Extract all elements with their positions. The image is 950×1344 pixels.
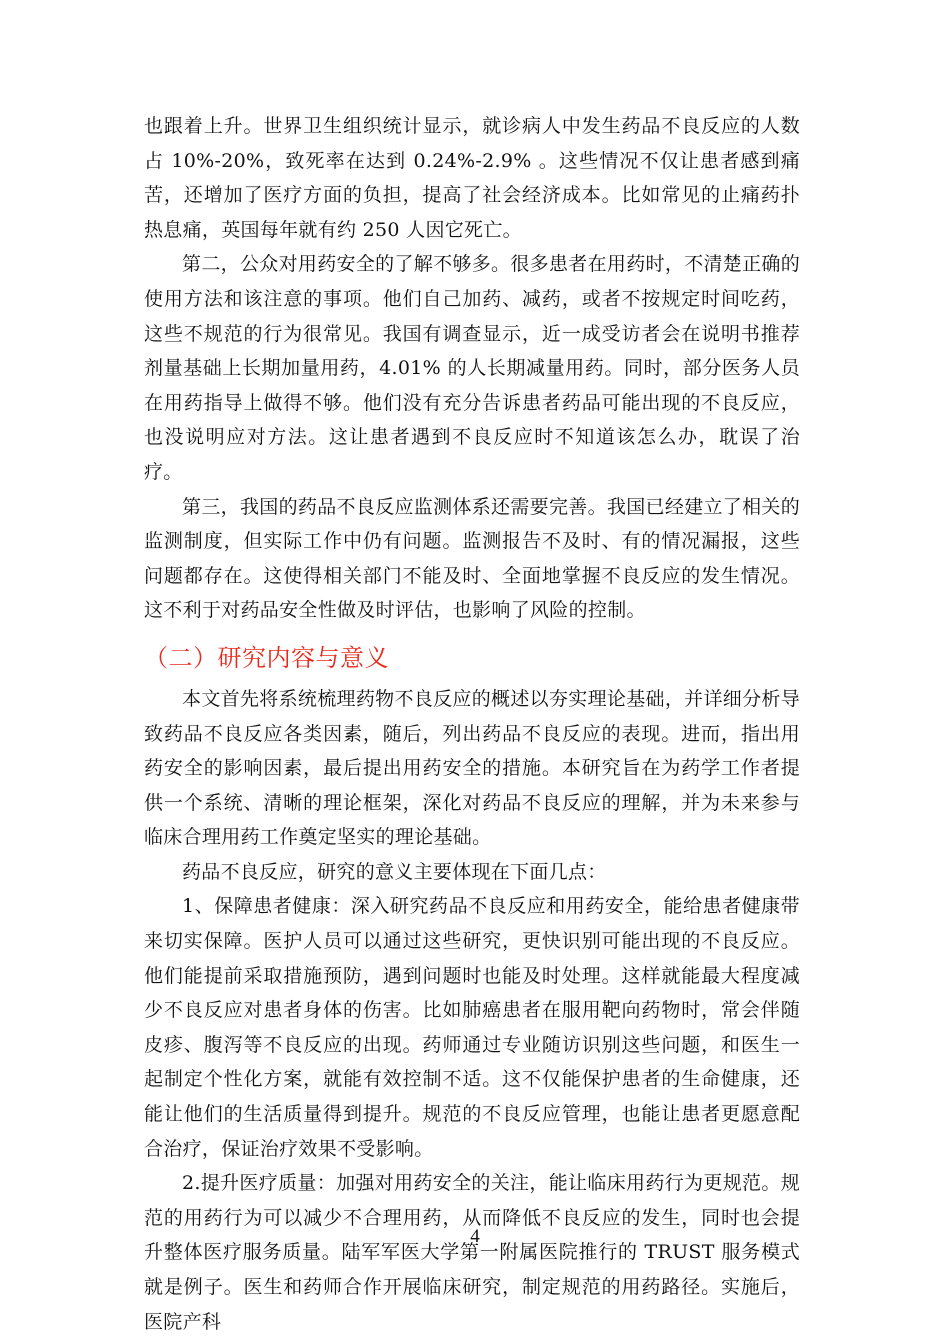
document-body [144,109,800,1339]
paragraph-research-content: 本文首先将系统梳理药物不良反应的概述以夯实理论基础，并详细分析导致药品不良反应各类因素，随后，列出药品不良反应的表现。进而，指出用药安全的影响因素，最后提出用药安全的措施。本研究旨在为药学工作者提供一个系统、清晰的理论框架，深化对药品不良反应的理解，并为未来参与临床合理用药工作奠定坚实的理论基础。 [144,687,800,849]
paragraph-continuation: 也跟着上升。世界卫生组织统计显示，就诊病人中发生药品不良反应的人数占 10%-20%，致死率在达到 0.24%-2.9% 。这些情况不仅让患者感到痛苦，还增加了医疗方面的负担，提高了社会经济成本。比如常见的止痛药扑热息痛，英国每年就有约 250 人因它死亡。 [144,115,800,241]
paragraph-medical-quality: 2.提升医疗质量：加强对用药安全的关注，能让临床用药行为更规范。规范的用药行为可以减少不合理用药，从而降低不良反应的发生，同时也会提升整体医疗服务质量。陆军军医大学第一附属医院推行的 TRUST 服务模式就是例子。医生和药师合作开展临床研究，制定规范的用药路径。实施后，医院产科 [144,1172,800,1333]
paragraph-significance-intro: 药品不良反应，研究的意义主要体现在下面几点： [182,860,607,883]
paragraph-second-point: 第二，公众对用药安全的了解不够多。很多患者在用药时，不清楚正确的使用方法和该注意的事项。他们自己加药、减药，或者不按规定时间吃药，这些不规范的行为很常见。我国有调查显示，近一成受访者会在说明书推荐剂量基础上长期加量用药，4.01% 的人长期减量用药。同时，部分医务人员在用药指导上做得不够。他们没有充分告诉患者药品可能出现的不良反应，也没说明应对方法。这让患者遇到不良反应时不知道该怎么办，耽误了治疗。 [144,253,800,483]
page-number: 4 [470,1226,480,1247]
paragraph-patient-health: 1、保障患者健康：深入研究药品不良反应和用药安全，能给患者健康带来切实保障。医护人员可以通过这些研究，更快识别可能出现的不良反应。他们能提前采取措施预防，遇到问题时也能及时处理。这样就能最大程度减少不良反应对患者身体的伤害。比如肺癌患者在服用靶向药物时，常会伴随皮疹、腹泻等不良反应的出现。药师通过专业随访识别这些问题，和医生一起制定个性化方案，就能有效控制不适。这不仅能保护患者的生命健康，还能让他们的生活质量得到提升。规范的不良反应管理，也能让患者更愿意配合治疗，保证治疗效果不受影响。 [144,895,800,1160]
paragraph-third-point: 第三，我国的药品不良反应监测体系还需要完善。我国已经建立了相关的监测制度，但实际工作中仍有问题。监测报告不及时、有的情况漏报，这些问题都存在。这使得相关部门不能及时、全面地掌握不良反应的发生情况。这不利于对药品安全性做及时评估，也影响了风险的控制。 [144,495,800,622]
section-heading: （二）研究内容与意义 [144,643,389,672]
